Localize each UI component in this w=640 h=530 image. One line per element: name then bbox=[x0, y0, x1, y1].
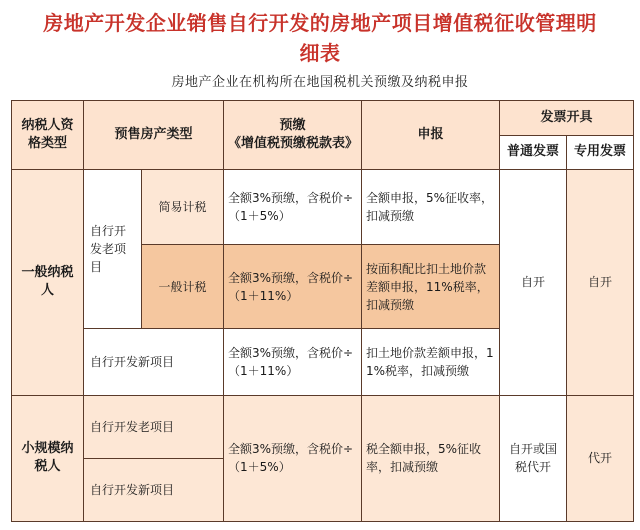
small-prepay: 全额3%预缴，含税价÷（1＋5%） bbox=[224, 395, 362, 521]
new-prepay: 全额3%预缴，含税价÷（1＋11%） bbox=[224, 328, 362, 395]
page-subtitle: 房地产企业在机构所在地国税机关预缴及纳税申报 bbox=[171, 75, 469, 90]
header-invoice-special: 专用发票 bbox=[567, 135, 634, 170]
small-invoice-normal: 自开或国税代开 bbox=[500, 395, 567, 521]
small-declare: 税全额申报，5%征收率，扣减预缴 bbox=[362, 395, 500, 521]
tax-table bbox=[11, 100, 634, 522]
page-title bbox=[0, 8, 640, 68]
title-line-1: 房地产开发企业销售自行开发的房地产项目增值税征收管理明 bbox=[43, 11, 597, 35]
general-method-label: 一般计税 bbox=[142, 245, 224, 328]
general-new-project: 自行开发新项目 bbox=[84, 328, 224, 395]
title-line-2: 细表 bbox=[299, 41, 341, 65]
small-taxpayer-label: 小规模纳税人 bbox=[12, 395, 84, 521]
new-declare: 扣土地价款差额申报，11%税率，扣减预缴 bbox=[362, 328, 500, 395]
simple-method-label: 简易计税 bbox=[142, 170, 224, 245]
general-old-project: 自行开发老项目 bbox=[84, 170, 142, 329]
simple-prepay: 全额3%预缴，含税价÷（1＋5%） bbox=[224, 170, 362, 245]
small-invoice-special: 代开 bbox=[567, 395, 634, 521]
small-old-project: 自行开发老项目 bbox=[84, 395, 224, 458]
general-declare: 按面积配比扣土地价款差额申报，11%税率，扣减预缴 bbox=[362, 245, 500, 328]
general-taxpayer-label: 一般纳税人 bbox=[12, 170, 84, 396]
header-invoice: 发票开具 bbox=[500, 101, 634, 136]
small-new-project: 自行开发新项目 bbox=[84, 458, 224, 521]
general-invoice-normal: 自开 bbox=[500, 170, 567, 396]
general-prepay: 全额3%预缴，含税价÷（1＋11%） bbox=[224, 245, 362, 328]
header-prepay: 预缴 《增值税预缴税款表》 bbox=[224, 101, 362, 170]
header-declaration: 申报 bbox=[362, 101, 500, 170]
header-taxpayer-type: 纳税人资格类型 bbox=[12, 101, 84, 170]
header-invoice-normal: 普通发票 bbox=[500, 135, 567, 170]
header-presale-type: 预售房产类型 bbox=[84, 101, 224, 170]
general-invoice-special: 自开 bbox=[567, 170, 634, 396]
simple-declare: 全额申报，5%征收率，扣减预缴 bbox=[362, 170, 500, 245]
